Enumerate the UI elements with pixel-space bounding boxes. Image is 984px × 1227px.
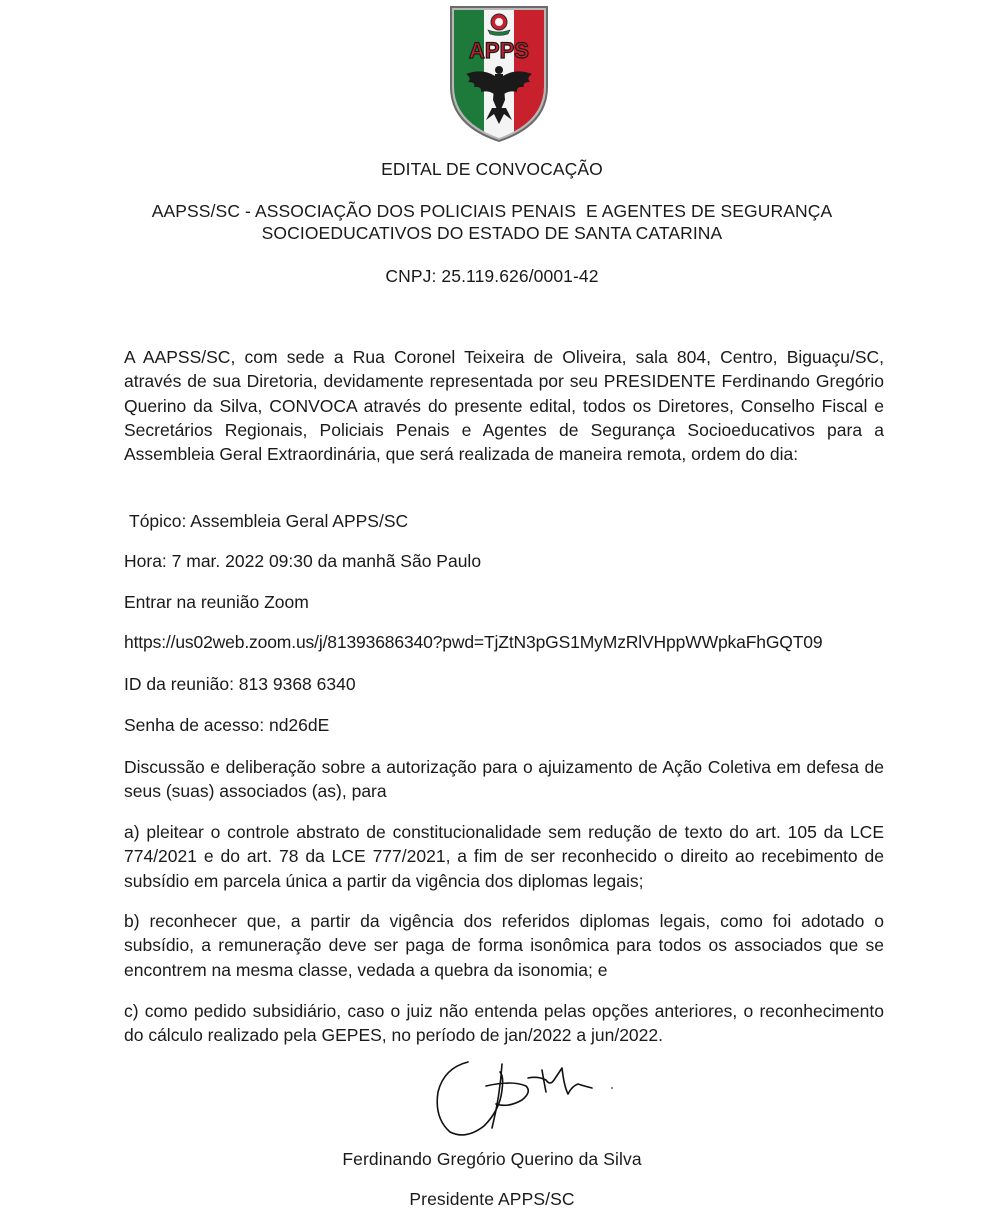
- organization-name: [0, 200, 984, 244]
- organization-name-line-2: SOCIOEDUCATIVOS DO ESTADO DE SANTA CATARINA: [261, 223, 723, 243]
- join-meeting-label: Entrar na reunião Zoom: [124, 592, 309, 612]
- agenda-item-b: b) reconhecer que, a partir da vigência dos referidos diplomas legais, como foi adotado o subsídio, a remuneração deve ser paga de forma isonômica para todos os associados que se encontrem na mesma classe, vedada a quebra da isonomia; e: [124, 911, 884, 980]
- document-title: EDITAL DE CONVOCAÇÃO: [381, 159, 603, 179]
- signer-name: Ferdinando Gregório Querino da Silva: [342, 1149, 642, 1169]
- meeting-id: ID da reunião: 813 9368 6340: [124, 674, 356, 694]
- apps-crest-logo: [448, 4, 550, 142]
- meeting-topic: Tópico: Assembleia Geral APPS/SC: [129, 511, 409, 531]
- agenda-item-a: a) pleitear o controle abstrato de constitucionalidade sem redução de texto do art. 105 da LCE 774/2021 e do art. 78 da LCE 777/2021, a fim de ser reconhecido o direito ao recebimento de subsídio em parcela única a partir da vigência dos diplomas legais;: [124, 822, 884, 891]
- handwritten-signature: [430, 1056, 620, 1140]
- signer-role: Presidente APPS/SC: [409, 1189, 575, 1209]
- intro-paragraph: A AAPSS/SC, com sede a Rua Coronel Teixeira de Oliveira, sala 804, Centro, Biguaçu/SC, através de sua Diretoria, devidamente representada por seu PRESIDENTE Ferdinando Gregório Querino da Silva, CONVOCA através do presente edital, todos os Diretores, Conselho Fiscal e Secretários Regionais, Policiais Penais e Agentes de Segurança Socioeducativos para a Assembleia Geral Extraordinária, que será realizada de maneira remota, ordem do dia:: [124, 347, 884, 465]
- cnpj-number: CNPJ: 25.119.626/0001-42: [385, 266, 599, 286]
- meeting-passcode: Senha de acesso: nd26dE: [124, 715, 330, 735]
- agenda-item-c: c) como pedido subsidiário, caso o juiz não entenda pelas opções anteriores, o reconhecimento do cálculo realizado pela GEPES, no período de jan/2022 a jun/2022.: [124, 1001, 884, 1046]
- discussion-paragraph: Discussão e deliberação sobre a autorização para o ajuizamento de Ação Coletiva em defesa de seus (suas) associados (as), para: [124, 757, 884, 802]
- meeting-time: Hora: 7 mar. 2022 09:30 da manhã São Paulo: [124, 551, 482, 571]
- organization-name-line-1: AAPSS/SC - ASSOCIAÇÃO DOS POLICIAIS PENAIS E AGENTES DE SEGURANÇA: [151, 201, 833, 221]
- zoom-meeting-link[interactable]: https://us02web.zoom.us/j/81393686340?pwd=TjZtN3pGS1MyMzRlVHppWWpkaFhGQT09: [124, 632, 823, 652]
- crest-logo-text: APPS: [469, 38, 529, 63]
